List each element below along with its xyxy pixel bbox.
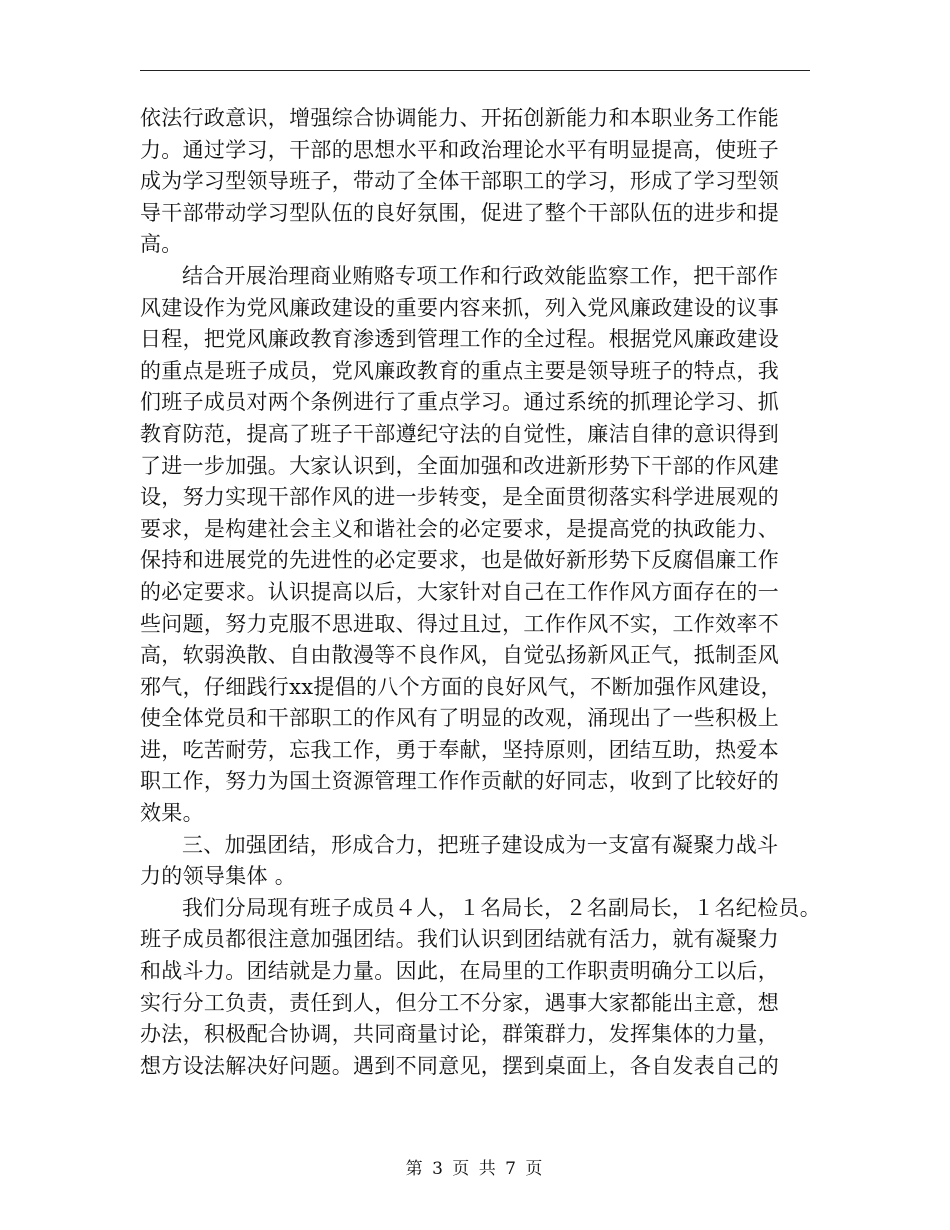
text-line: 实行分工负责，责任到人，但分工不分家，遇事大家都能出主意，想 bbox=[140, 990, 779, 1015]
document-body bbox=[140, 103, 821, 1082]
text-line: 些问题，努力克服不思进取、得过且过，工作作风不实，工作效率不 bbox=[140, 611, 779, 636]
text-line: 使全体党员和干部职工的作风有了明显的改观，涌现出了一些积极上 bbox=[140, 706, 779, 731]
text-line: 设，努力实现干部作风的进一步转变，是全面贯彻落实科学进展观的 bbox=[140, 485, 779, 510]
text-line: 三、加强团结，形成合力，把班子建设成为一支富有凝聚力战斗 bbox=[182, 832, 779, 857]
text-line: 我们分局现有班子成员４人，１名局长，２名副局长，１名纪检员。 bbox=[182, 895, 821, 920]
text-line: 进，吃苦耐劳，忘我工作，勇于奉献，坚持原则，团结互助，热爱本 bbox=[140, 737, 779, 762]
text-line: 要求，是构建社会主义和谐社会的必定要求，是提高党的执政能力、 bbox=[140, 516, 779, 541]
text-line: 教育防范，提高了班子干部遵纪守法的自觉性，廉洁自律的意识得到 bbox=[140, 421, 779, 446]
text-line: 邪气，仔细践行xx提倡的八个方面的良好风气，不断加强作风建设， bbox=[140, 674, 782, 699]
text-line: 了进一步加强。大家认识到，全面加强和改进新形势下干部的作风建 bbox=[140, 453, 779, 478]
text-line: 办法，积极配合协调，共同商量讨论，群策群力，发挥集体的力量， bbox=[140, 1022, 779, 1047]
text-line: 导干部带动学习型队伍的良好氛围，促进了整个干部队伍的进步和提 bbox=[140, 200, 779, 225]
text-line: 效果。 bbox=[140, 801, 204, 826]
text-line: 日程，把党风廉政教育渗透到管理工作的全过程。根据党风廉政建设 bbox=[140, 327, 779, 352]
text-line: 风建设作为党风廉政建设的重要内容来抓，列入党风廉政建设的议事 bbox=[140, 295, 779, 320]
header-rule bbox=[140, 70, 810, 71]
text-line: 的必定要求。认识提高以后，大家针对自己在工作作风方面存在的一 bbox=[140, 579, 779, 604]
text-line: 想方设法解决好问题。遇到不同意见，摆到桌面上，各自发表自己的 bbox=[140, 1053, 779, 1078]
text-line: 依法行政意识，增强综合协调能力、开拓创新能力和本职业务工作能 bbox=[140, 106, 779, 130]
text-line: 保持和进展党的先进性的必定要求，也是做好新形势下反腐倡廉工作 bbox=[140, 548, 779, 573]
text-line: 力。通过学习，干部的思想水平和政治理论水平有明显提高，使班子 bbox=[140, 137, 779, 162]
page-footer: 第 3 页 共 7 页 bbox=[405, 1159, 545, 1179]
text-line: 高，软弱涣散、自由散漫等不良作风，自觉弘扬新风正气，抵制歪风 bbox=[140, 643, 779, 668]
text-line: 的重点是班子成员，党风廉政教育的重点主要是领导班子的特点，我 bbox=[140, 358, 779, 383]
text-line: 结合开展治理商业贿赂专项工作和行政效能监察工作，把干部作 bbox=[182, 263, 779, 288]
text-line: 们班子成员对两个条例进行了重点学习。通过系统的抓理论学习、抓 bbox=[140, 390, 779, 415]
text-line: 力的领导集体 。 bbox=[140, 864, 297, 889]
text-line: 高。 bbox=[140, 232, 183, 257]
text-line: 班子成员都很注意加强团结。我们认识到团结就有活力，就有凝聚力 bbox=[140, 927, 779, 952]
text-line: 成为学习型领导班子，带动了全体干部职工的学习，形成了学习型领 bbox=[140, 169, 779, 194]
text-line: 职工作，努力为国土资源管理工作作贡献的好同志，收到了比较好的 bbox=[140, 769, 779, 794]
text-line: 和战斗力。团结就是力量。因此，在局里的工作职责明确分工以后， bbox=[140, 959, 779, 984]
